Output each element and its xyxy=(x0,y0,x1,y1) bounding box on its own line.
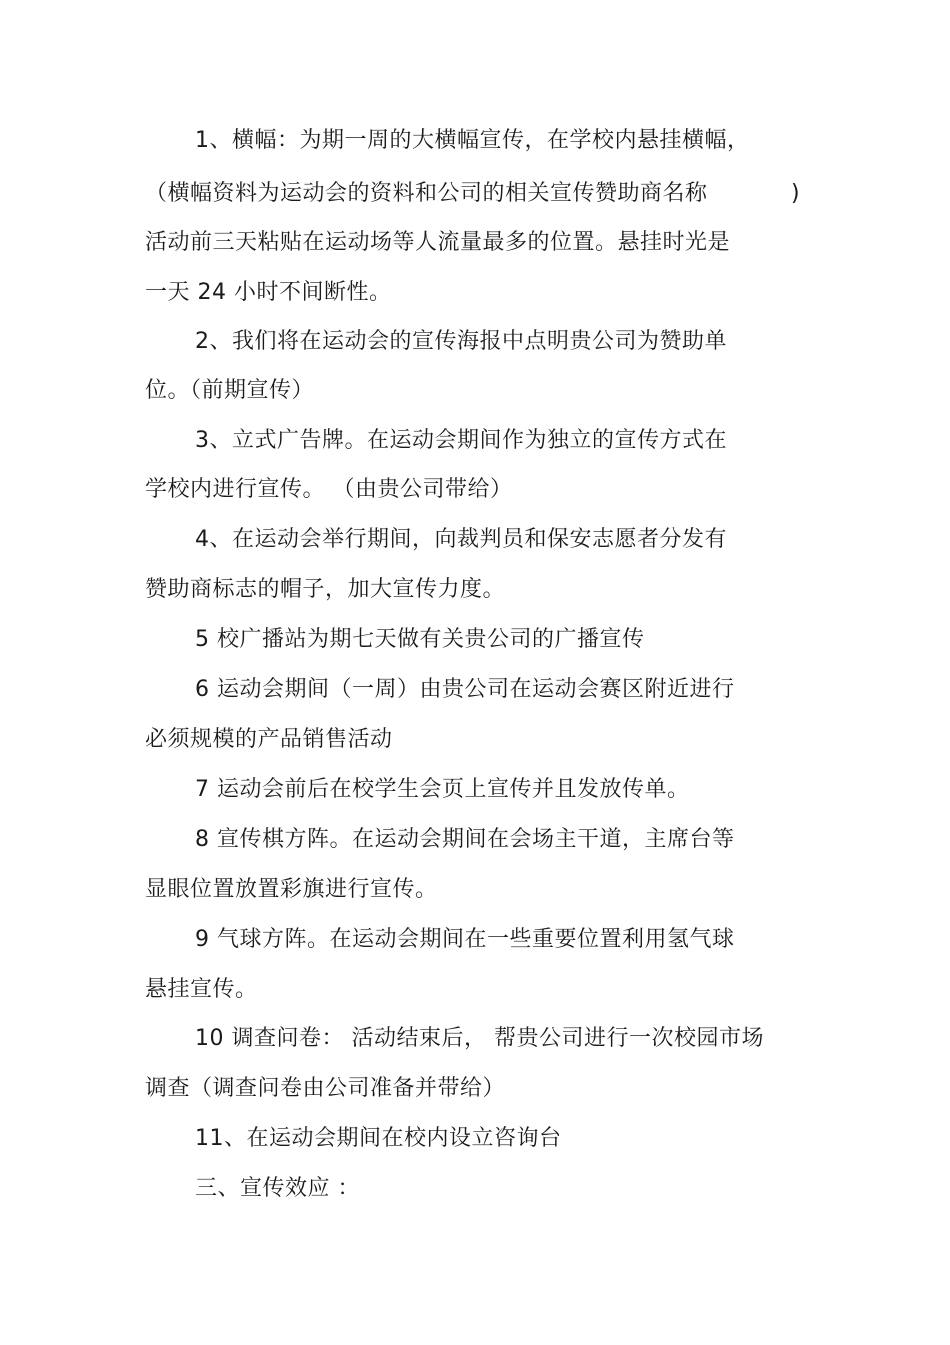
paragraph-1-line-3: 活动前三天粘贴在运动场等人流量最多的位置。悬挂时光是 xyxy=(145,230,731,255)
paragraph-9-line-2: 悬挂宣传。 xyxy=(145,977,258,1002)
paragraph-8-line-1: 8 宣传棋方阵。在运动会期间在会场主干道，主席台等 xyxy=(195,827,735,852)
paragraph-3-line-1: 3、立式广告牌。在运动会期间作为独立的宣传方式在 xyxy=(195,428,727,453)
paragraph-1-line-1: 1、横幅：为期一周的大横幅宣传，在学校内悬挂横幅， xyxy=(195,128,750,153)
paragraph-1-closing-paren: ) xyxy=(791,181,801,206)
paragraph-1-line-2: （横幅资料为运动会的资料和公司的相关宣传赞助商名称 xyxy=(145,181,708,206)
paragraph-10-line-2: 调查（调查问卷由公司准备并带给） xyxy=(145,1076,506,1101)
paragraph-5-line-1: 5 校广播站为期七天做有关贵公司的广播宣传 xyxy=(195,627,645,652)
paragraph-6-line-1: 6 运动会期间（一周）由贵公司在运动会赛区附近进行 xyxy=(195,677,735,702)
paragraph-8-line-2: 显眼位置放置彩旗进行宣传。 xyxy=(145,877,438,902)
paragraph-3-line-2: 学校内进行宣传。 （由贵公司带给） xyxy=(145,477,513,502)
paragraph-2-line-2: 位。（前期宣传） xyxy=(145,378,315,403)
paragraph-9-line-1: 9 气球方阵。在运动会期间在一些重要位置利用氢气球 xyxy=(195,927,735,952)
paragraph-4-line-2: 赞助商标志的帽子，加大宣传力度。 xyxy=(145,577,506,602)
paragraph-7-line-1: 7 运动会前后在校学生会页上宣传并且发放传单。 xyxy=(195,777,690,802)
paragraph-6-line-2: 必须规模的产品销售活动 xyxy=(145,727,393,752)
paragraph-11-line-1: 11、在运动会期间在校内设立咨询台 xyxy=(195,1126,562,1151)
paragraph-1-line-4: 一天 24 小时不间断性。 xyxy=(145,280,392,305)
paragraph-2-line-1: 2、我们将在运动会的宣传海报中点明贵公司为赞助单 xyxy=(195,329,727,354)
paragraph-4-line-1: 4、在运动会举行期间，向裁判员和保安志愿者分发有 xyxy=(195,527,727,552)
section-heading: 三、宣传效应 ： xyxy=(195,1176,360,1201)
paragraph-10-line-1: 10 调查问卷： 活动结束后， 帮贵公司进行一次校园市场 xyxy=(195,1026,764,1051)
